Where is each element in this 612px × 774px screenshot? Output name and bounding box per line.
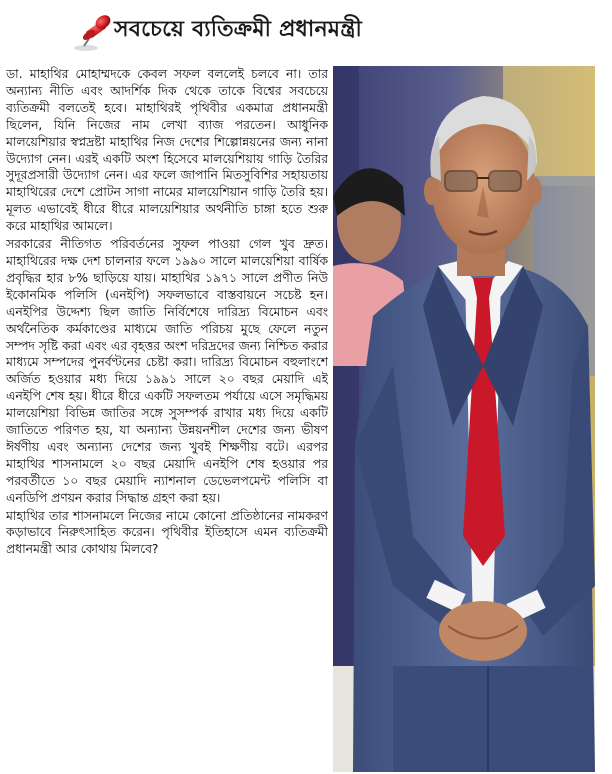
portrait-illustration xyxy=(333,66,595,772)
article-header xyxy=(0,0,612,62)
portrait-photo xyxy=(333,66,595,772)
page-title: সবচেয়ে ব্যতিক্রমী প্রধানমন্ত্রী xyxy=(114,17,362,42)
article-body xyxy=(6,66,328,772)
push-pin-icon xyxy=(72,10,116,54)
paragraph-2: সরকারের নীতিগত পরিবর্তনের সুফল পাওয়া গেল খুব দ্রুত। মাহাথিরের দক্ষ দেশ চালনার ফলে ১৯৯০ সালে মালয়েশিয়া বার্ষিক প্রবৃদ্ধির হার ৮% ছাড়িয়ে যায়। মাহাথির ১৯৭১ সালে প্রণীত নিউ ইকোনমিক পলিসি (এনইপি) সফলভাবে বাস্তবায়নে সচেষ্ট হন। এনইপির উদ্দেশ্য ছিল জাতি নির্বিশেষে দারিদ্র্য বিমোচন এবং অর্থনৈতিক কর্মকাণ্ডের মাধ্যমে জাতি পরিচয় মুছে ফেলে নতুন সম্পদ সৃষ্টি করা এবং এর বৃহত্তর অংশ দরিদ্রদের জন্য নিশ্চিত করার মাধ্যমে সম্পদের পুনর্বণ্টনের চেষ্টা করা। দারিদ্র্য বিমোচন বহুলাংশে অর্জিত হওয়ার মধ্য দিয়ে ১৯৯১ সালে ২০ বছর মেয়াদি এই এনইপি শেষ হয়। ধীরে ধীরে একটি সফলতম পর্যায়ে এসে সমৃদ্ধিময় মালয়েশিয়া বিভিন্ন জাতির সঙ্গে সুসম্পর্ক রাখার মধ্য দিয়ে একটি জাতিতে পরিণত হয়, যা অন্যান্য উন্নয়নশীল দেশের জন্য ভীষণ ঈর্ষণীয় এবং অন্যান্য দেশের জন্য খুবই শিক্ষণীয় বটে। এরপর মাহাথির শাসনামলে ২০ বছর মেয়াদি এনইপি শেষ হওয়ার পর পরবর্তীতে ১০ বছর মেয়াদি ন্যাশনাল ডেভেলপমেন্ট পলিসি বা এনডিপি প্রণয়ন করার সিদ্ধান্ত গ্রহণ করা হয়। xyxy=(6,237,328,505)
paragraph-3: মাহাথির তার শাসনামলে নিজের নামে কোনো প্রতিষ্ঠানের নামকরণ কড়াভাবে নিরুৎসাহিত করেন। পৃথিবীর ইতিহাসে এমন ব্যতিক্রমী প্রধানমন্ত্রী আর কোথায় মিলবে? xyxy=(6,508,328,557)
paragraph-1: ডা. মাহাথির মোহাম্মদকে কেবল সফল বললেই চলবে না। তার অন্যান্য নীতি এবং আদর্শিক দিক থেকে তাকে বিশ্বের সবচেয়ে ব্যতিক্রমী বলতেই হবে। মাহাথিরই পৃথিবীর একমাত্র প্রধানমন্ত্রী ছিলেন, যিনি নিজের নাম লেখা ব্যাজ পরতেন। আধুনিক মালয়েশিয়ার স্বপ্নদ্রষ্টা মাহাথির নিজ দেশের শিল্পোন্নয়নের জন্য নানা উদ্যোগ নেন। এরই একটি অংশ হিসেবে মালয়েশিয়ায় গাড়ি তৈরির সুদূরপ্রসারী উদ্যোগ নেন। এর ফলে জাপানি মিতসুবিশির সহায়তায় মাহাথিরের দেশে প্রোটন সাগা নামের মালয়েশিয়ান গাড়ি তৈরি হয়। মূলত এভাবেই ধীরে ধীরে মালয়েশিয়ার অর্থনীতি চাঙ্গা হতে শুরু করে মাহাথির আমলে। xyxy=(6,67,328,234)
